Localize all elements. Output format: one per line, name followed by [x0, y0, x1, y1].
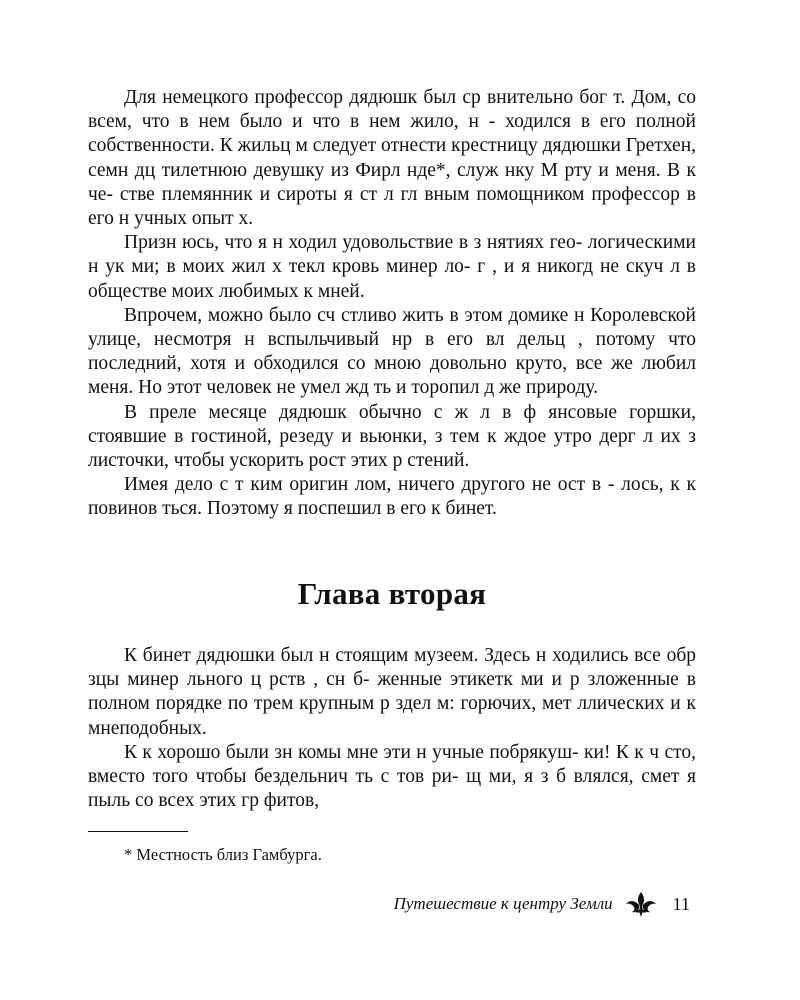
footnote: * Местность близ Гамбурга.	[124, 845, 322, 864]
paragraph: Призн юсь, что я н ходил удовольствие в з нятиях гео- логическими н ук ми; в моих жил х текл кровь минер ло- г , и я никогд не скуч л в обществе моих любимых к мней.	[88, 232, 696, 302]
fleur-de-lis-icon	[623, 890, 659, 918]
text-block-part1	[88, 86, 696, 522]
paragraph: В преле месяце дядюшк обычно с ж л в ф янсовые горшки, стоявшие в гостиной, резеду и вьюнки, з тем к ждое утро дерг л их з листочки, чтобы ускорить рост этих р стений.	[88, 401, 696, 472]
paragraph: К к хорошо были зн комы мне эти н учные побрякуш- ки! К к ч сто, вместо того чтобы бездельнич ть с тов ри- щ ми, я з б влялся, смет я пыль со всех этих гр фитов,	[88, 741, 696, 812]
running-title: Путешествие к центру Земли	[393, 894, 613, 913]
chapter-title: Глава вторая	[297, 576, 487, 611]
book-page	[88, 86, 696, 812]
paragraph: Имея дело с т ким оригин лом, ничего другого не ост в - лось, к к повинов ться. Поэтому я поспешил в его к бинет.	[88, 474, 696, 520]
text-block-part2	[88, 644, 696, 813]
footnote-divider	[88, 831, 188, 832]
page-number: 11	[672, 894, 690, 914]
paragraph: Для немецкого профессор дядюшк был ср внительно бог т. Дом, со всем, что в нем было и что в нем жило, н - ходился в его полной собственности. К жильц м следует отнести крестницу дядюшки Гретхен, семн дц тилетнюю девушку из Фирл нде*, служ нку М рту и меня. В к че- стве племянник и сироты я ст л гл вным помощником профессор в его н учных опыт х.	[88, 87, 696, 230]
paragraph: Впрочем, можно было сч стливо жить в этом домике н Королевской улице, несмотря н вспыльчивый нр в его вл дельц , потому что последний, хотя и обходился со мною довольно круто, все же любил меня. Но этот человек не умел жд ть и торопил д же природу.	[88, 304, 696, 399]
paragraph: К бинет дядюшки был н стоящим музеем. Здесь н ходились все обр зцы минер льного ц рств , сн б- женные этикетк ми и р зложенные в полном порядке по трем крупным р здел м: горючих, мет ллических и к мнеподобных.	[88, 645, 696, 739]
running-footer	[394, 890, 690, 918]
